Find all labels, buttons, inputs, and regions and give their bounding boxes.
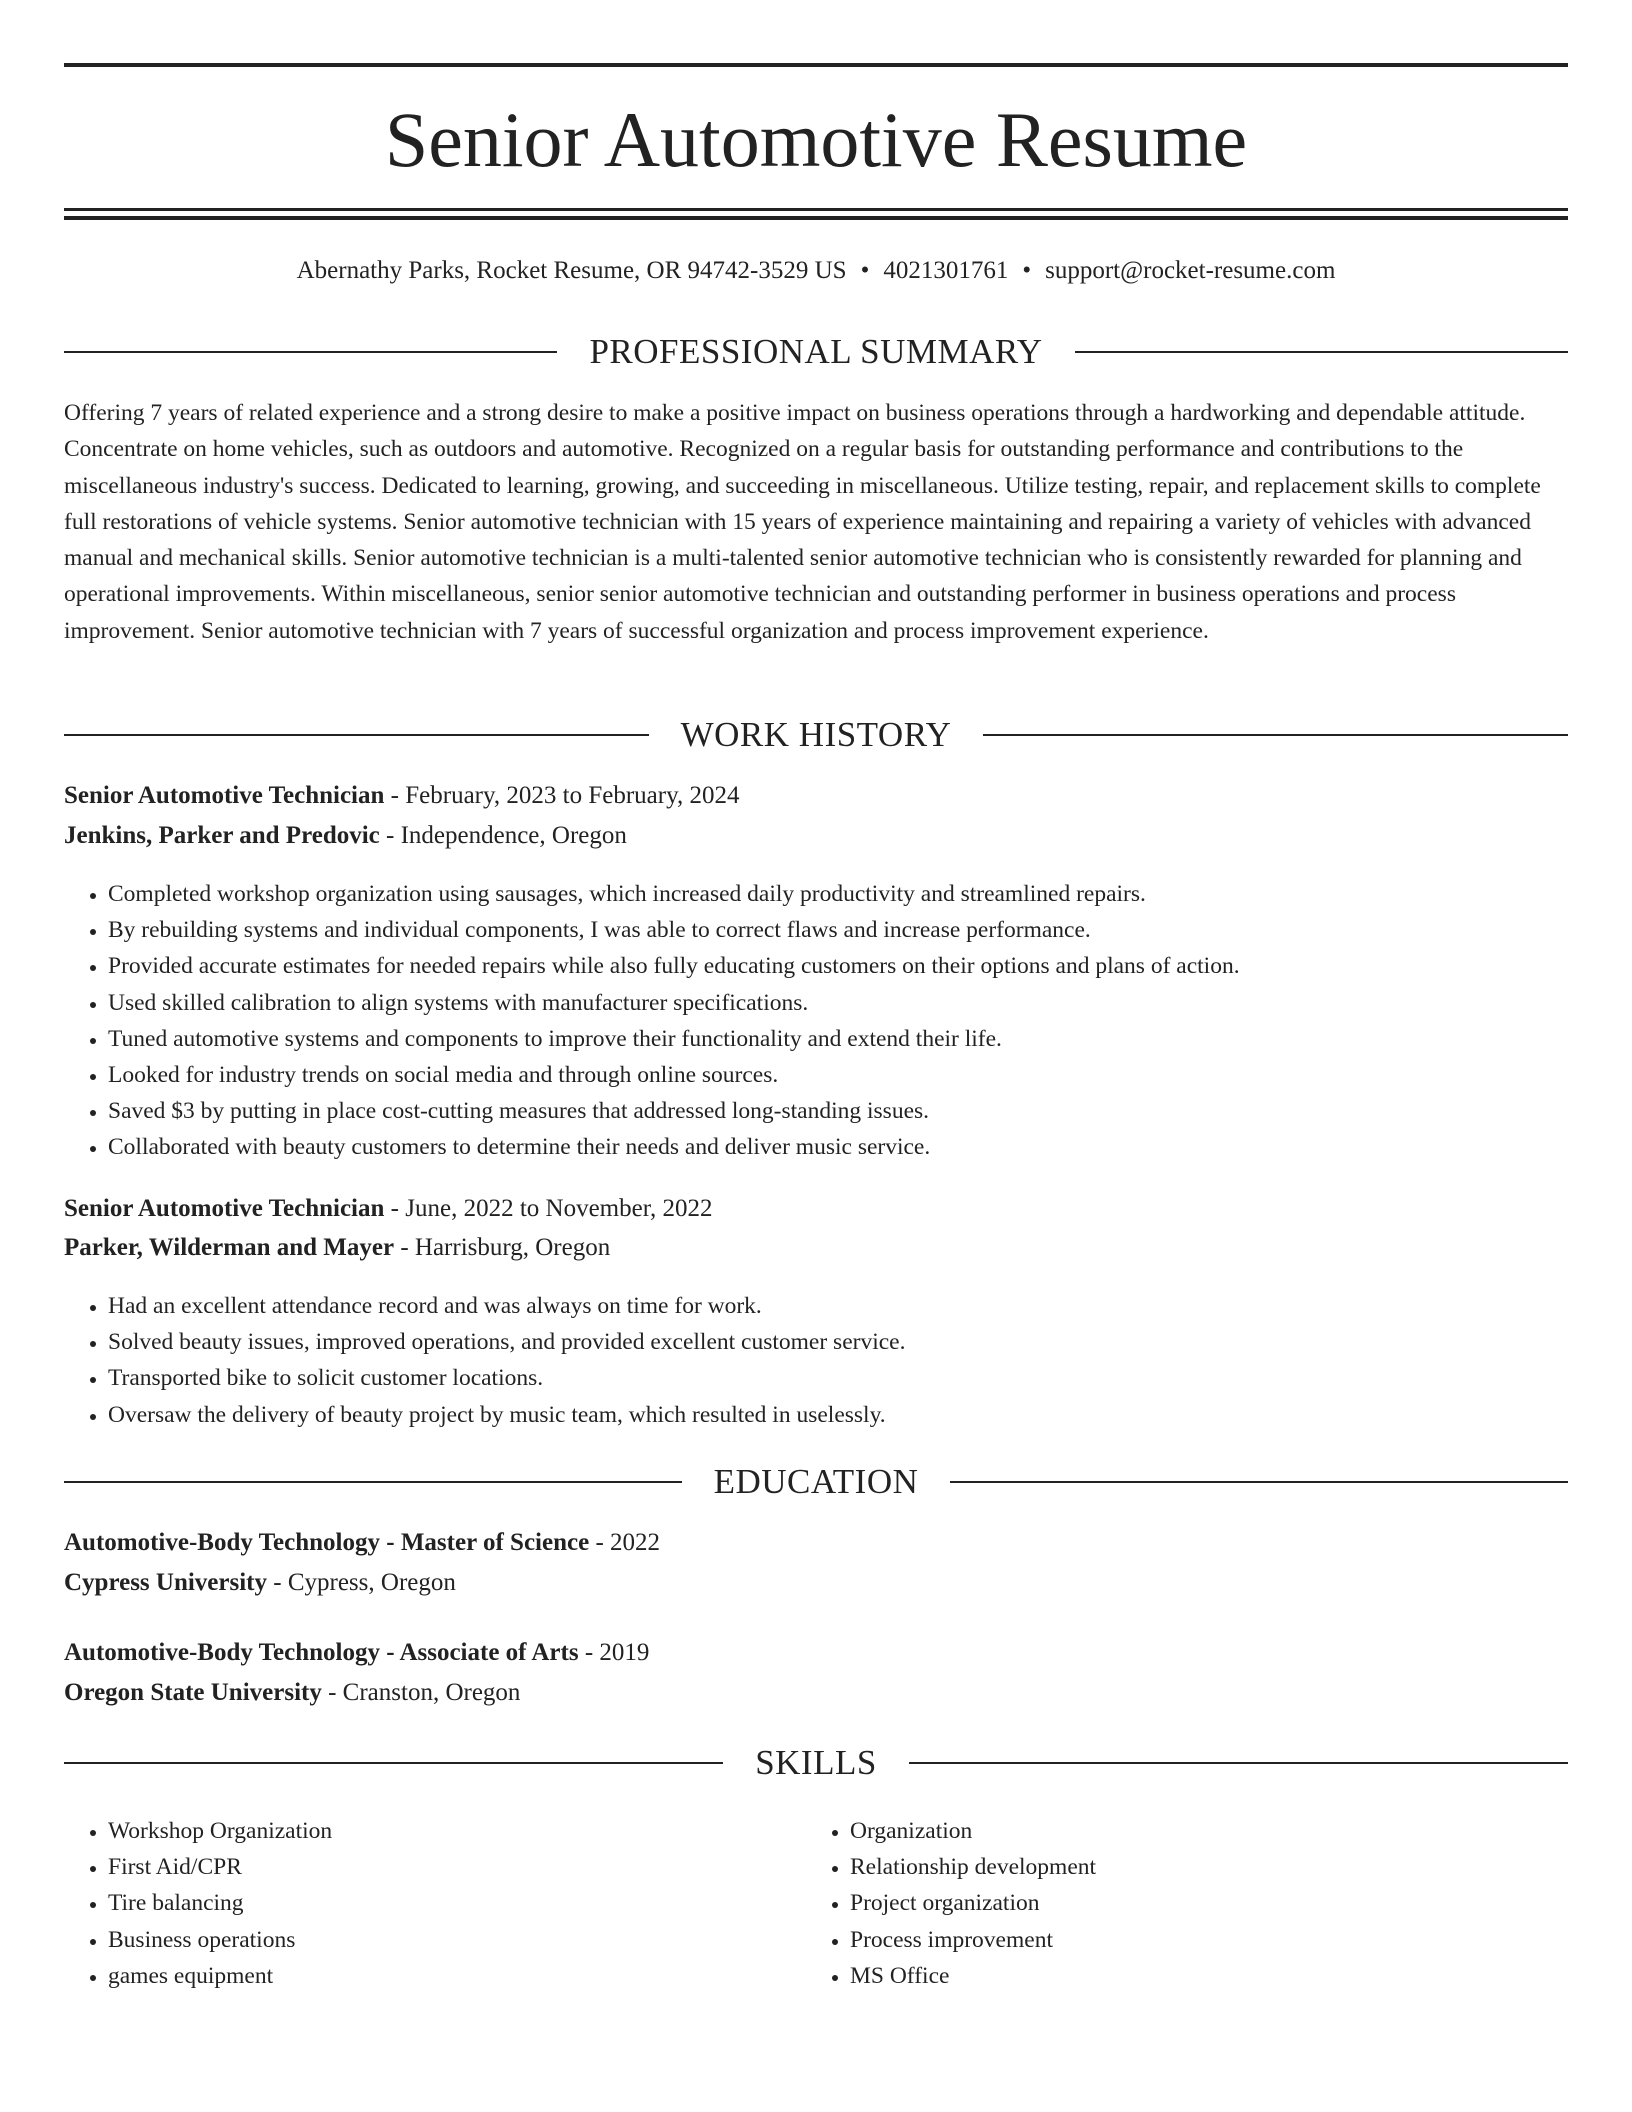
list-item: • Relationship development	[850, 1849, 1096, 1885]
job-company: Parker, Wilderman and Mayer	[64, 1234, 395, 1261]
education-year: - 2022	[589, 1529, 661, 1556]
list-item: • Tire balancing	[108, 1885, 332, 1921]
section-heading-education	[64, 1460, 1568, 1504]
job-location: - Independence, Oregon	[379, 822, 627, 849]
education-school-line	[64, 1677, 1568, 1709]
education-school-line	[64, 1567, 1568, 1599]
list-item: • Looked for industry trends on social media and through online sources.	[108, 1057, 1240, 1093]
section-heading-work	[64, 713, 1568, 757]
job-location: - Harrisburg, Oregon	[394, 1234, 611, 1261]
contact-phone: 4021301761	[883, 257, 1009, 284]
list-item: • Transported bike to solicit customer locations.	[108, 1360, 905, 1396]
list-item: • Business operations	[108, 1922, 332, 1958]
list-item: • games equipment	[108, 1958, 332, 1994]
job-title: Senior Automotive Technician	[64, 782, 385, 809]
job-title-line	[64, 780, 1568, 812]
skills-list-left	[64, 1813, 332, 1994]
education-school: Cypress University	[64, 1569, 268, 1596]
heading-rule	[64, 734, 649, 736]
contact-separator: •	[860, 257, 870, 284]
heading-rule	[64, 351, 557, 353]
education-degree-line	[64, 1527, 1568, 1559]
job-company-line	[64, 1232, 1568, 1264]
section-heading-summary	[64, 330, 1568, 374]
section-title: EDUCATION	[713, 1462, 919, 1501]
summary-text: Offering 7 years of related experience and a strong desire to make a positive impact on business operations through a hardworking and dependable attitude. Concentrate on home vehicles, such as outdoors and automotive. Recognized on a regular basis for outstanding performance and contributions to the miscellaneous industry's success. Dedicated to learning, growing, and succeeding in miscellaneous. Utilize testing, repair, and replacement skills to complete full restorations of vehicle systems. Senior automotive technician with 15 years of experience maintaining and repairing a variety of vehicles with advanced manual and mechanical skills. Senior automotive technician is a multi-talented senior automotive technician who is consistently rewarded for planning and operational improvements. Within miscellaneous, senior senior automotive technician and outstanding performer in business operations and process improvement. Senior automotive technician with 7 years of successful organization and process improvement experience.	[64, 400, 1541, 644]
education-location: - Cypress, Oregon	[267, 1569, 456, 1596]
heading-rule	[64, 1481, 682, 1483]
job-dates: - June, 2022 to November, 2022	[384, 1195, 713, 1222]
contact-line	[64, 255, 1568, 287]
heading-rule	[983, 734, 1568, 736]
list-item: • Solved beauty issues, improved operations, and provided excellent customer service.	[108, 1324, 905, 1360]
list-item: • Oversaw the delivery of beauty project by music team, which resulted in uselessly.	[108, 1397, 905, 1433]
list-item: • MS Office	[850, 1958, 1096, 1994]
contact-address: Abernathy Parks, Rocket Resume, OR 94742-3529 US	[296, 257, 847, 284]
section-title: SKILLS	[755, 1743, 877, 1782]
education-degree-line	[64, 1637, 1568, 1669]
education-location: - Cranston, Oregon	[321, 1679, 521, 1706]
contact-email: support@rocket-resume.com	[1045, 257, 1336, 284]
resume-title: Senior Automotive Resume	[384, 96, 1248, 183]
list-item: • Used skilled calibration to align systems with manufacturer specifications.	[108, 985, 1240, 1021]
job-title: Senior Automotive Technician	[64, 1195, 385, 1222]
top-rule	[64, 63, 1568, 67]
section-heading-skills	[64, 1741, 1568, 1785]
list-item: • Organization	[850, 1813, 1096, 1849]
section-title: WORK HISTORY	[680, 715, 952, 754]
list-item: • First Aid/CPR	[108, 1849, 332, 1885]
list-item: • Process improvement	[850, 1922, 1096, 1958]
job-title-line	[64, 1193, 1568, 1225]
job-bullet-list	[64, 876, 1240, 1166]
section-title: PROFESSIONAL SUMMARY	[589, 332, 1043, 371]
list-item: • Collaborated with beauty customers to determine their needs and deliver music service.	[108, 1129, 1240, 1165]
heading-rule	[64, 1762, 723, 1764]
list-item: • Completed workshop organization using sausages, which increased daily productivity and streamlined repairs.	[108, 876, 1240, 912]
list-item: • Provided accurate estimates for needed repairs while also fully educating customers on their options and plans of action.	[108, 948, 1240, 984]
heading-rule	[909, 1762, 1568, 1764]
job-company: Jenkins, Parker and Predovic	[64, 822, 380, 849]
heading-rule	[950, 1481, 1568, 1483]
list-item: • Saved $3 by putting in place cost-cutting measures that addressed long-standing issues.	[108, 1093, 1240, 1129]
job-bullet-list	[64, 1288, 905, 1433]
list-item: • Had an excellent attendance record and was always on time for work.	[108, 1288, 905, 1324]
contact-separator: •	[1022, 257, 1032, 284]
list-item: • By rebuilding systems and individual components, I was able to correct flaws and increase performance.	[108, 912, 1240, 948]
job-dates: - February, 2023 to February, 2024	[384, 782, 740, 809]
list-item: • Workshop Organization	[108, 1813, 332, 1849]
skills-list-right	[806, 1813, 1096, 1994]
title-rule-upper	[64, 208, 1568, 211]
education-year: - 2019	[578, 1639, 650, 1666]
heading-rule	[1075, 351, 1568, 353]
education-school: Oregon State University	[64, 1679, 322, 1706]
job-company-line	[64, 820, 1568, 852]
education-degree: Automotive-Body Technology - Master of Science	[64, 1529, 590, 1556]
list-item: • Project organization	[850, 1885, 1096, 1921]
education-degree: Automotive-Body Technology - Associate of Arts	[64, 1639, 579, 1666]
list-item: • Tuned automotive systems and components to improve their functionality and extend their life.	[108, 1021, 1240, 1057]
title-rule-lower	[64, 216, 1568, 220]
